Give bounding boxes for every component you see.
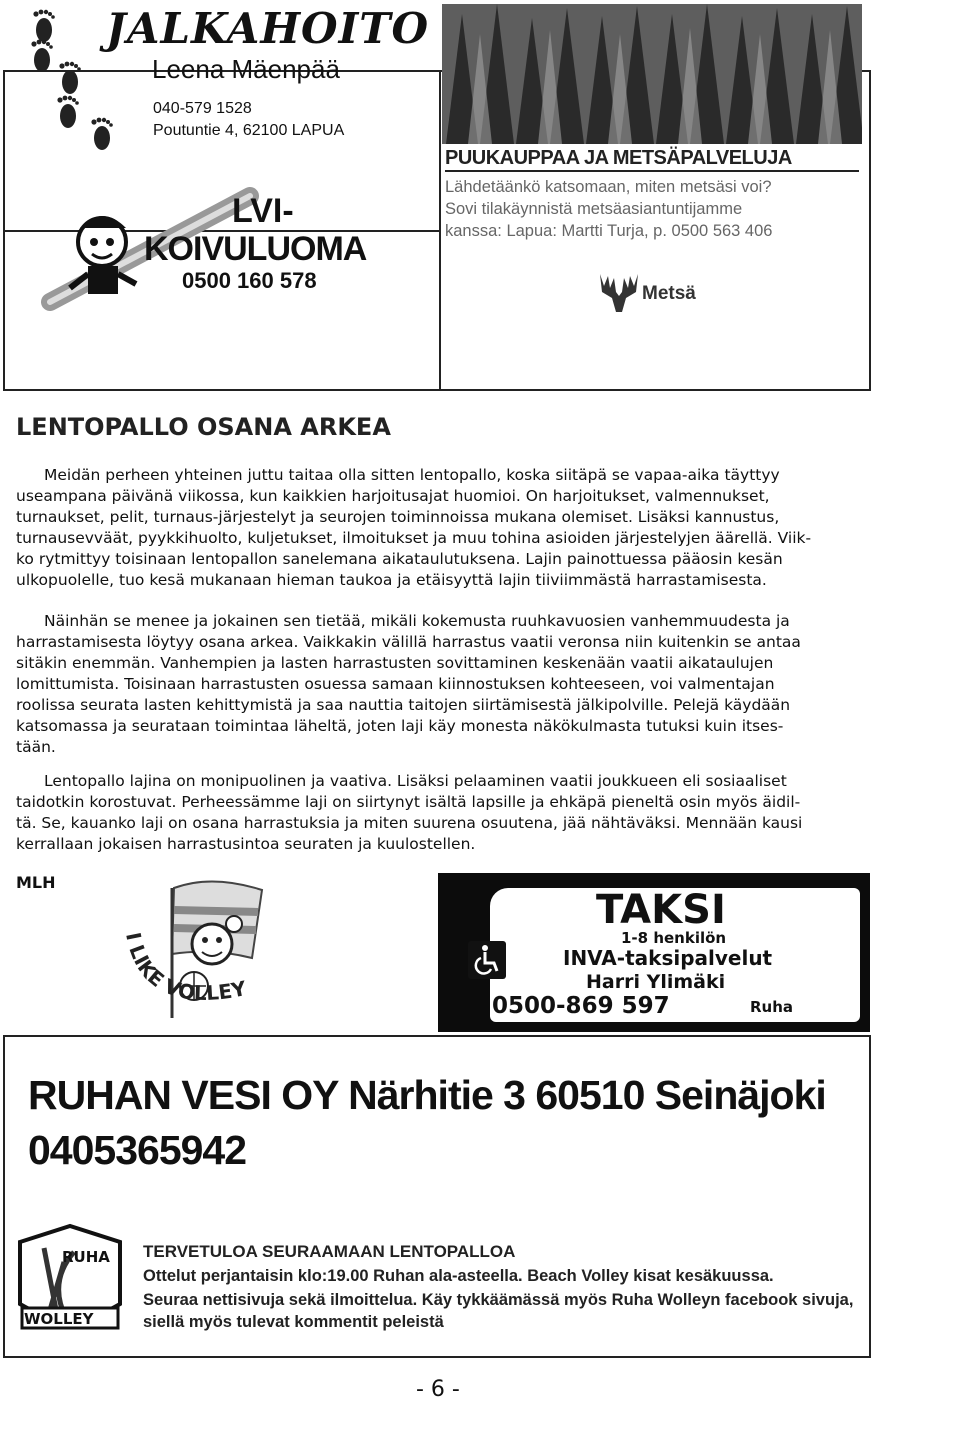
metsa-logo-text: Metsä <box>642 283 696 304</box>
paragraph-line: tään. <box>16 738 56 756</box>
wolley-logo-bottom-text: WOLLEY <box>24 1310 94 1328</box>
wolley-info-line: Seuraa nettisivuja sekä ilmoittelua. Käy tykkäämässä myös Ruha Wolleyn facebook sivuja, <box>143 1291 854 1309</box>
jalkahoito-address: Poutuntie 4, 62100 LAPUA <box>153 122 345 139</box>
paragraph-line: turnausevväät, pyykkihuolto, kuljetukset, ilmoitukset ja muu tohina asioiden järjestelyjen äärellä. Viik- <box>16 529 812 547</box>
article-paragraph <box>16 611 856 758</box>
moose-antler-icon <box>596 272 642 314</box>
lvi-title-line2: KOIVULUOMA <box>144 230 367 268</box>
paragraph-line: useampana päivänä viikossa, kun kaikkien harjoitusajat huomioi. On harjoitukset, valmennukset, <box>16 487 770 505</box>
jalkahoito-name: Leena Mäenpää <box>152 54 340 84</box>
metsa-heading-rule <box>445 170 859 172</box>
paragraph-line: roolissa seurata lasten kehittymistä ja saa nauttia taitojen siirtämisestä jälkipolville. Pelejä käydään <box>16 696 791 714</box>
wheelchair-icon <box>468 941 506 979</box>
paragraph-line: tä. Se, kauanko laji on osana harrastuksia ja miten suurena osuutena, jää nähtäväksi. Mennään kausi <box>16 814 803 832</box>
metsa-text-line: Sovi tilakäynnistä metsäasiantuntijamme <box>445 200 743 218</box>
article-signature: MLH <box>16 873 56 892</box>
jalkahoito-title: JALKAHOITO <box>106 4 430 53</box>
paragraph-line: taidotkin korostuvat. Perheessämme laji on siirtynyt isältä lapsille ja ehkäpä pieneltä osin myös äidil- <box>16 793 801 811</box>
wolley-info-line: siellä myös tulevat kommentit peleistä <box>143 1313 444 1331</box>
metsa-heading: PUUKAUPPAA JA METSÄPALVELUJA <box>445 147 792 169</box>
paragraph-line: Näinhän se menee ja jokainen sen tietää, mikäli kokemusta ruuhkavuosien vanhemmuudesta ja <box>44 612 790 630</box>
taxi-phone: 0500-869 597 <box>492 993 670 1019</box>
taxi-place: Ruha <box>750 998 794 1016</box>
lvi-phone: 0500 160 578 <box>182 268 317 293</box>
page-number: - 6 - <box>416 1377 460 1402</box>
paragraph-line: turnaukset, pelit, turnaus-järjestelyt ja seurojen toiminnoissa mukana olemiset. Lisäksi kannustus, <box>16 508 780 526</box>
paragraph-line: Lentopallo lajina on monipuolinen ja vaativa. Lisäksi pelaaminen vaatii joukkueen eli sosiaaliset <box>44 772 787 790</box>
ruhan-vesi-address: RUHAN VESI OY Närhitie 3 60510 Seinäjoki <box>28 1072 826 1118</box>
paragraph-line: Meidän perheen yhteinen juttu taitaa olla sitten lentopallo, koska siitäpä se vapaa-aika täyttyy <box>44 466 780 484</box>
article-paragraph <box>16 771 856 855</box>
metsa-text-line: Lähdetäänkö katsomaan, miten metsäsi voi? <box>445 178 772 196</box>
paragraph-line: lomittumista. Toisinaan harrastusten osuessa samaan kiinnostuksen kohteeseen, voi valmentajan <box>16 675 775 693</box>
metsa-text <box>445 176 772 242</box>
paragraph-line: kerrallaan jokaisen harrastusintoa seuraten ja kuulostellen. <box>16 835 476 853</box>
paragraph-line: sitäkin enemmän. Vanhempien ja lasten harrastusten sovittaminen keskenään vaatii aikataulujen <box>16 654 774 672</box>
paragraph-line: ulkopuolelle, tuo kesä mukanaan hieman taukoa ja etäisyyttä lajin tiiviimmästä harrastamisesta. <box>16 571 767 589</box>
jalkahoito-phone: 040-579 1528 <box>153 100 252 117</box>
paragraph-line: ko rytmittyy toisinaan lentopallon sanelemana aikataulutuksena. Lajin painottuessa pääosin kesän <box>16 550 783 568</box>
article-paragraph <box>16 465 856 591</box>
taxi-service: INVA-taksipalvelut <box>563 946 773 970</box>
vertical-divider <box>439 72 441 389</box>
forest-photo <box>442 4 862 144</box>
taxi-persons: 1-8 henkilön <box>621 929 727 947</box>
taxi-ad <box>438 873 870 1032</box>
taxi-title: TAKSI <box>596 887 726 933</box>
lvi-title-line1: LVI- <box>232 192 294 230</box>
wolley-logo-top-text: RUHA <box>62 1248 110 1266</box>
i-like-volley-logo-icon <box>112 868 282 1033</box>
paragraph-line: harrastamisesta löytyy osana arkea. Vaikkakin välillä harrastus vaatii veronsa niin kuitenkin se antaa <box>16 633 801 651</box>
ruhan-vesi-phone: 0405365942 <box>28 1127 247 1173</box>
wolley-info-line: Ottelut perjantaisin klo:19.00 Ruhan ala-asteella. Beach Volley kisat kesäkuussa. <box>143 1267 774 1285</box>
volley-logo-text: I LIKE VOLLEY <box>121 930 249 1006</box>
article-title: LENTOPALLO OSANA ARKEA <box>16 413 391 441</box>
taxi-driver: Harri Ylimäki <box>586 971 726 993</box>
wolley-heading: TERVETULOA SEURAAMAAN LENTOPALLOA <box>143 1242 516 1261</box>
metsa-text-line: kanssa: Lapua: Martti Turja, p. 0500 563 406 <box>445 222 773 240</box>
paragraph-line: katsomassa ja seurataan toimintaa läheltä, joten laji käy monesta näkökulmasta tutuksi kuin itses- <box>16 717 784 735</box>
